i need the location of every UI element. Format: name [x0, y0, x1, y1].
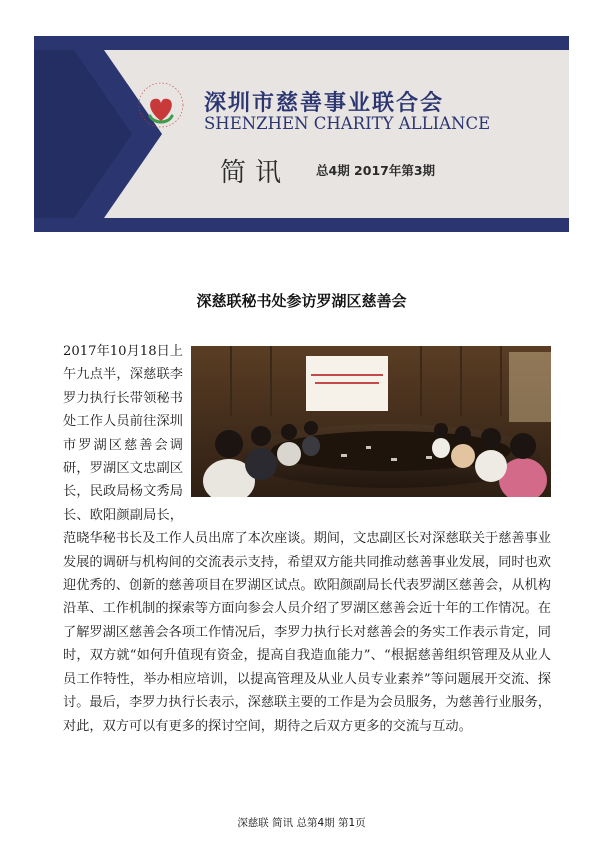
issue-number: 总4期 2017年第3期 [316, 163, 436, 178]
brief-title: 简讯 [220, 158, 291, 188]
org-name-cn: 深圳市慈善事业联合会 [204, 91, 445, 116]
meeting-photo [191, 346, 551, 497]
article-body [63, 340, 551, 738]
page-footer: 深慈联 简讯 总第4期 第1页 [237, 817, 366, 829]
header-banner [34, 36, 569, 232]
article-title: 深慈联秘书处参访罗湖区慈善会 [196, 292, 407, 310]
charity-logo-icon [136, 80, 186, 130]
org-name-en: SHENZHEN CHARITY ALLIANCE [204, 114, 491, 133]
article-paragraph: 2017年10月18日上午九点半，深慈联李罗力执行长带领秘书处工作人员前往深圳市罗湖区慈善会调研，罗湖区文忠副区长，民政局杨文秀局长、欧阳颜副局长，范晓华秘书长及工作人员出席了本次座谈。期间，文忠副区长对深慈联关于慈善事业发展的调研与机构间的交流表示支持，希望双方能共同推动慈善事业发展，同时也欢迎优秀的、创新的慈善项目在罗湖区试点。欧阳颜副局长代表罗湖区慈善会，从机构沿革、工作机制的探索等方面向参会人员介绍了罗湖区慈善会近十年的工作情况。在了解罗湖区慈善会各项工作情况后，李罗力执行长对慈善会的务实工作表示肯定，同时，双方就“如何升值现有资金，提高自我造血能力”、“根据慈善组织管理及从业人员工作特性，举办相应培训，以提高管理及从业人员专业素养”等问题展开交流、探讨。最后，李罗力执行长表示，深慈联主要的工作是为会员服务，为慈善行业服务，对此，双方可以有更多的探讨空间，期待之后双方更多的交流与互动。 [63, 344, 551, 734]
banner-chevron-shape [34, 36, 569, 232]
